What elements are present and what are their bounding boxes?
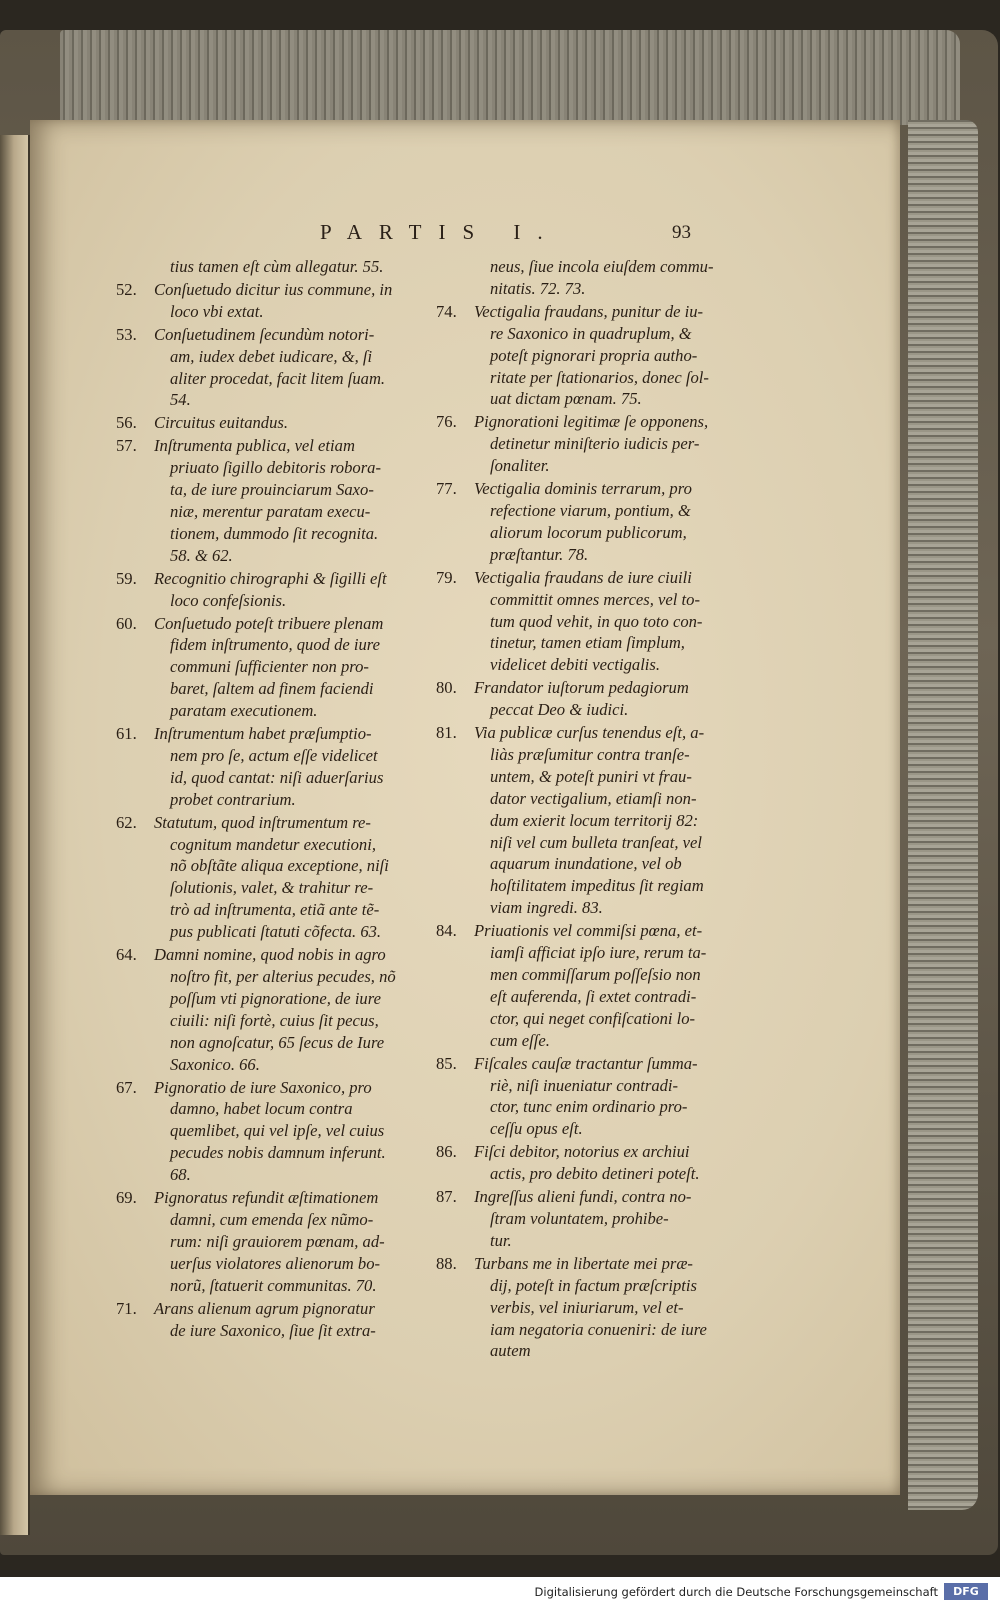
entry-line [436,345,756,367]
entry-text: cognitum mandetur executioni, [170,834,376,854]
entry-line [116,745,440,767]
entry-text: peccat Deo & iudici. [490,700,629,720]
entry-line [436,766,756,788]
entry-line [436,1053,756,1075]
entry-text: probet contrarium. [170,789,296,809]
entry-line [116,789,440,811]
entry-line [116,1187,440,1209]
entry-line [436,1319,756,1341]
entry-line [116,435,440,457]
entry-number: 62. [116,812,137,832]
entry-line [116,944,440,966]
entry-text: Via publicæ curſus tenendus eſt, a- [474,723,705,743]
entry-line [436,1230,756,1252]
entry-text: aliter procedat, facit litem ſuam. [170,368,386,388]
entry-line [436,832,756,854]
entry-text: liàs præſumitur contra tranſe- [490,744,690,764]
entry-text: pecudes nobis damnum inferunt. [170,1143,386,1163]
entry-line [436,411,756,433]
entry-line [436,920,756,942]
entry-text: cum eſſe. [490,1030,550,1050]
entry-text: niæ, merentur paratam execu- [170,501,371,521]
entry-text: de iure Saxonico, ſiue ſit extra- [170,1320,376,1340]
entry-number: 88. [436,1253,457,1273]
entry-text: nem pro ſe, actum eſſe videlicet [170,745,378,765]
index-entry [116,435,440,566]
index-entry [436,1141,756,1185]
entry-number: 69. [116,1188,137,1208]
entry-text: re Saxonico in quadruplum, & [490,323,692,343]
entry-number: 74. [436,301,457,321]
entry-number: 59. [116,568,137,588]
entry-line [116,256,440,278]
entry-number: 86. [436,1142,457,1162]
entry-text: Damni nomine, quod nobis in agro [154,945,386,965]
entry-line [116,1120,440,1142]
entry-text: aliorum locorum publicorum, [490,522,687,542]
entry-text: untem, & poteſt puniri vt frau- [490,766,692,786]
index-entry [116,256,440,278]
entry-line [116,834,440,856]
entry-text: am, iudex debet iudicare, &, ſi [170,346,373,366]
entry-line [436,388,756,410]
entry-line [116,921,440,943]
entry-text: iam negatoria conueniri: de iure [490,1319,707,1339]
index-entry [116,944,440,1075]
entry-line [116,346,440,368]
entry-number: 71. [116,1298,137,1318]
entry-line [116,855,440,877]
entry-text: Pignorationi legitimæ ſe opponens, [474,412,709,432]
entry-text: Statutum, quod inſtrumentum re- [154,812,371,832]
entry-line [116,613,440,635]
right-text-column [436,256,756,1363]
entry-text: poſſum vti pignoratione, de iure [170,988,381,1008]
entry-line [436,744,756,766]
index-entry [116,324,440,412]
entry-text: quemlibet, qui vel ipſe, vel cuius [170,1121,385,1141]
entry-text: 58. & 62. [170,545,233,565]
entry-line [116,812,440,834]
entry-number: 53. [116,324,137,344]
entry-number: 80. [436,678,457,698]
book-fore-edge [908,120,978,1510]
entry-text: committit omnes merces, vel to- [490,589,700,609]
entry-text: Arans alienum agrum pignoratur [154,1298,375,1318]
footer-bar [0,1577,1000,1607]
index-entry [116,723,440,811]
entry-number: 52. [116,279,137,299]
index-entry [116,1077,440,1187]
entry-line [116,634,440,656]
running-header: PARTIS I. [320,220,560,244]
entry-line [436,544,756,566]
dfg-logo: DFG [944,1583,988,1600]
entry-number: 84. [436,921,457,941]
entry-line [116,1209,440,1231]
entry-text: dator vectigalium, etiamſi non- [490,788,697,808]
entry-line [436,500,756,522]
entry-text: ritate per ſtationarios, donec ſol- [490,367,709,387]
entry-text: eſt auferenda, ſi extet contradi- [490,986,697,1006]
entry-line [116,700,440,722]
entry-line [116,523,440,545]
entry-text: ctor, qui neget confiſcationi lo- [490,1008,696,1028]
entry-text: Recognitio chirographi & ſigilli eſt [154,568,387,588]
entry-text: poteſt pignorari propria autho- [490,345,698,365]
entry-text: ſtram voluntatem, prohibe- [490,1208,669,1228]
index-entry [116,1298,440,1342]
entry-line [436,256,756,278]
entry-line [116,479,440,501]
entry-number: 77. [436,479,457,499]
entry-text: communi ſufficienter non pro- [170,657,369,677]
entry-text: tur. [490,1230,512,1250]
entry-line [116,301,440,323]
entry-line [436,654,756,676]
entry-line [436,455,756,477]
index-entry [436,567,756,677]
entry-line [436,1275,756,1297]
entry-line [116,678,440,700]
entry-text: loco confeſsionis. [170,590,287,610]
entry-text: Fiſci debitor, notorius ex archiui [474,1142,690,1162]
entry-text: Priuationis vel commiſsi pœna, et- [474,921,703,941]
entry-text: baret, ſaltem ad finem faciendi [170,679,374,699]
entry-text: niſi vel cum bulleta tranſeat, vel [490,832,702,852]
index-entry [116,279,440,323]
entry-line [116,279,440,301]
entry-text: fidem inſtrumento, quod de iure [170,635,381,655]
entry-line [116,1231,440,1253]
entry-line [436,1008,756,1030]
entry-line [116,1164,440,1186]
entry-text: tum quod vehit, in quo toto con- [490,611,703,631]
entry-text: Vectigalia dominis terrarum, pro [474,479,692,499]
entry-line [116,590,440,612]
entry-number: 76. [436,412,457,432]
entry-text: Pignoratus refundit æſtimationem [154,1188,379,1208]
entry-text: uat dictam pœnam. 75. [490,389,642,409]
entry-text: nõ obſtãte aliqua exceptione, niſi [170,856,389,876]
index-entry [436,411,756,477]
entry-number: 79. [436,567,457,587]
entry-text: ctor, tunc enim ordinario pro- [490,1097,688,1117]
entry-text: non agnoſcatur, 65 ſecus de Iure [170,1032,385,1052]
entry-line [116,1010,440,1032]
entry-line [436,567,756,589]
entry-text: loco vbi extat. [170,301,264,321]
entry-text: Circuitus euitandus. [154,413,288,433]
entry-text: viam ingredi. 83. [490,898,603,918]
entry-line [436,942,756,964]
entry-line [436,677,756,699]
entry-line [116,988,440,1010]
index-entry [436,301,756,411]
entry-text: id, quod cantat: niſi aduerſarius [170,767,384,787]
entry-text: dum exierit locum territorij 82: [490,810,699,830]
entry-text: Conſuetudinem ſecundùm notori- [154,324,375,344]
entry-text: videlicet debiti vectigalis. [490,655,661,675]
index-entry [436,722,756,919]
entry-text: refectione viarum, pontium, & [490,500,691,520]
entry-number: 56. [116,413,137,433]
entry-line [436,632,756,654]
entry-line [116,457,440,479]
entry-number: 87. [436,1187,457,1207]
entry-line [116,656,440,678]
entry-text: Inſtrumenta publica, vel etiam [154,436,355,456]
entry-line [116,1275,440,1297]
entry-text: uerſus violatores alienorum bo- [170,1253,381,1273]
index-entry [116,568,440,612]
entry-text: trò ad inſtrumenta, etiã ante tẽ- [170,900,380,920]
page-number: 93 [672,222,691,243]
entry-line [116,767,440,789]
entry-text: Vectigalia fraudans de iure ciuili [474,567,692,587]
entry-text: præſtantur. 78. [490,544,589,564]
entry-text: Turbans me in libertate mei præ- [474,1253,693,1273]
entry-text: 68. [170,1165,191,1185]
entry-text: priuato ſigillo debitoris robora- [170,458,381,478]
entry-line [436,788,756,810]
entry-line [116,368,440,390]
entry-line [436,323,756,345]
entry-line [436,611,756,633]
entry-line [436,478,756,500]
entry-line [436,1075,756,1097]
index-entry [436,677,756,721]
entry-line [436,278,756,300]
entry-text: pus publicati ſtatuti cõfecta. 63. [170,922,382,942]
index-entry [436,1253,756,1363]
entry-text: ceſſu opus eſt. [490,1119,583,1139]
entry-number: 64. [116,945,137,965]
entry-text: Pignoratio de iure Saxonico, pro [154,1077,372,1097]
entry-line [116,1077,440,1099]
entry-line [436,986,756,1008]
entry-line [116,966,440,988]
entry-text: 54. [170,390,191,410]
entry-line [116,389,440,411]
entry-text: damno, habet locum contra [170,1099,353,1119]
entry-text: actis, pro debito detineri poteſt. [490,1164,700,1184]
index-entry [116,812,440,943]
entry-line [436,1030,756,1052]
entry-line [116,412,440,434]
entry-text: paratam executionem. [170,701,318,721]
entry-number: 85. [436,1053,457,1073]
entry-line [116,545,440,567]
entry-line [116,1098,440,1120]
entry-line [116,1298,440,1320]
index-entry [436,1053,756,1141]
book-top-edge [60,30,960,125]
entry-text: dij, poteſt in factum præſcriptis [490,1275,697,1295]
entry-line [436,964,756,986]
entry-line [436,699,756,721]
entry-text: tinetur, tamen etiam ſimplum, [490,633,685,653]
entry-text: nitatis. 72. 73. [490,278,586,298]
entry-line [436,301,756,323]
entry-line [436,1163,756,1185]
entry-text: Conſuetudo poteſt tribuere plenam [154,613,384,633]
entry-text: ſonaliter. [490,456,550,476]
entry-line [116,899,440,921]
entry-text: Ingreſſus alieni fundi, contra no- [474,1187,692,1207]
entry-text: damni, cum emenda ſex nũmo- [170,1209,374,1229]
entry-line [116,1054,440,1076]
entry-number: 81. [436,723,457,743]
entry-text: Frandator iuſtorum pedagiorum [474,678,689,698]
entry-text: tionem, dummodo ſit recognita. [170,523,379,543]
entry-text: iamſi afficiat ipſo iure, rerum ta- [490,943,707,963]
entry-line [116,1142,440,1164]
entry-line [116,723,440,745]
entry-text: norũ, ſtatuerit communitas. 70. [170,1275,377,1295]
index-entry [436,478,756,566]
entry-text: Vectigalia fraudans, punitur de iu- [474,301,704,321]
entry-line [436,367,756,389]
entry-line [436,1118,756,1140]
entry-line [436,589,756,611]
entry-number: 57. [116,436,137,456]
entry-line [116,501,440,523]
entry-line [436,810,756,832]
entry-text: ſolutionis, valet, & trahitur re- [170,878,374,898]
entry-text: rum: niſi grauiorem pœnam, ad- [170,1231,385,1251]
entry-line [436,1297,756,1319]
index-entry [436,920,756,1051]
entry-line [116,1253,440,1275]
entry-text: Inſtrumentum habet præſumptio- [154,724,372,744]
index-entry [436,256,756,300]
entry-line [436,897,756,919]
entry-line [436,1340,756,1362]
index-entry [116,1187,440,1297]
entry-line [436,1096,756,1118]
entry-line [436,433,756,455]
entry-line [436,522,756,544]
entry-text: verbis, vel iniuriarum, vel et- [490,1297,684,1317]
entry-text: Fiſcales cauſæ tractantur ſumma- [474,1053,698,1073]
entry-text: detinetur miniſterio iudicis per- [490,434,700,454]
entry-line [436,875,756,897]
facing-page-edge [0,135,30,1535]
index-entry [116,412,440,434]
entry-line [116,324,440,346]
entry-line [116,1320,440,1342]
entry-line [116,568,440,590]
entry-number: 61. [116,724,137,744]
footer-credit: Digitalisierung gefördert durch die Deutsche Forschungsgemeinschaft [534,1585,938,1599]
entry-number: 60. [116,613,137,633]
entry-text: neus, ſiue incola eiuſdem commu- [490,257,714,276]
entry-line [116,1032,440,1054]
entry-line [436,1141,756,1163]
index-entry [436,1186,756,1252]
entry-line [436,853,756,875]
entry-text: Conſuetudo dicitur ius commune, in [154,279,393,299]
entry-number: 67. [116,1077,137,1097]
entry-text: riè, niſi inueniatur contradi- [490,1075,679,1095]
entry-text: aquarum inundatione, vel ob [490,854,682,874]
entry-line [436,1253,756,1275]
entry-text: Saxonico. 66. [170,1054,260,1074]
entry-text: autem [490,1341,531,1361]
entry-text: noſtro fit, per alterius pecudes, nõ [170,967,396,986]
entry-text: ciuili: niſi fortè, cuius ſit pecus, [170,1010,379,1030]
left-text-column [116,256,440,1342]
entry-text: hoſtilitatem impeditus ſit regiam [490,876,704,896]
entry-line [436,1186,756,1208]
entry-text: ta, de iure prouinciarum Saxo- [170,480,374,500]
entry-text: tius tamen eſt cùm allegatur. 55. [170,257,384,276]
index-entry [116,613,440,723]
entry-line [436,1208,756,1230]
entry-line [116,877,440,899]
entry-line [436,722,756,744]
entry-text: men commiſſarum poſſeſsio non [490,965,701,984]
